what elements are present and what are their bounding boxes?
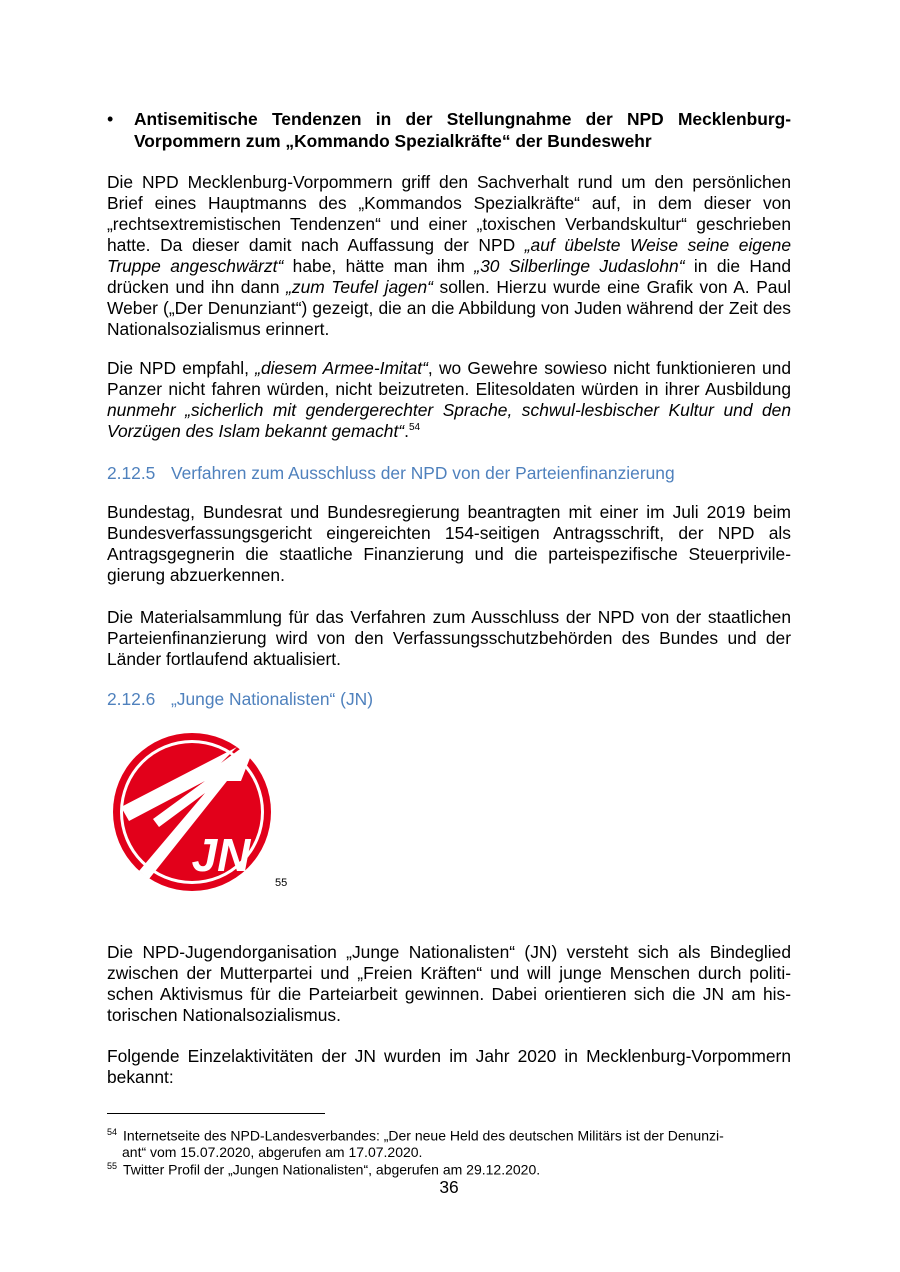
heading-2-12-6: 2.12.6 „Junge Nationalisten“ (JN)	[107, 689, 374, 709]
paragraph-3: Bundestag, Bundesrat und Bundesregierung beantragten mit einer im Juli 2019 beim Bundesverfassungsgericht eingereichten 154-seitigen Antragsschrift, der NPD als Antragsgegnerin die staatliche Finanzierung und die parteispezifische Steuerprivilegierung abzuerkennen.	[107, 502, 791, 585]
section-bullet-heading	[107, 108, 791, 152]
footnote-ref-54: 54	[408, 422, 421, 434]
page-number: 36	[439, 1177, 459, 1197]
footnote-ref-55: 55	[275, 877, 288, 889]
bullet-heading-text: Antisemitische Tendenzen in der Stellungnahme der NPD Mecklenburg-Vorpommern zum „Kommando Spezialkräfte“ der Bundeswehr	[134, 109, 791, 151]
jn-logo-graphic	[109, 729, 275, 895]
footnote-55: $^{55}$ Twitter Profil der „Jungen Nationalisten“, abgerufen am 29.12.2020.	[107, 1161, 541, 1178]
paragraph-1: Die NPD Mecklenburg-Vorpommern griff den Sachverhalt rund um den persönlichen Brief eines Hauptmanns des „Kommandos Spezialkräfte“ auf, in dem dieser von „rechtsextremistischen Tendenzen“ und einer „toxischen Verbandskultur“ geschrieben hatte. Da dieser damit nach Auffassung der NPD „auf übelste Weise seine eigene Truppe angeschwärzt“ habe, hätte man ihm „30 Silberlinge Judaslohn“ in die Hand drücken und ihn dann „zum Teufel jagen“ sollen. Hierzu wurde eine Grafik von A. Paul Weber („Der Denunziant“) gezeigt, die an die Abbildung von Juden während der Zeit des Nationalsozialismus erinnert.	[107, 172, 792, 339]
paragraph-6: Folgende Einzelaktivitäten der JN wurden im Jahr 2020 in Mecklenburg-Vorpommern bekannt:	[107, 1046, 791, 1087]
heading-2-12-5: 2.12.5 Verfahren zum Ausschluss der NPD von der Parteienfinanzierung	[107, 463, 675, 483]
bullet-dot: •	[107, 109, 114, 129]
footnote-54: $^{54}$ Internetseite des NPD-Landesverbandes: „Der neue Held des deutschen Militärs ist der Denunzi- ant“ vom 15.07.2020, abgerufen am 17.07.2020.	[107, 1127, 724, 1160]
footnote-separator	[107, 1113, 325, 1114]
jn-logo	[109, 729, 275, 895]
paragraph-4: Die Materialsammlung für das Verfahren zum Ausschluss der NPD von der staatlichen Parteienfinanzierung wird von den Verfassungsschutzbehörden des Bundes und der Länder fortlaufend aktualisiert.	[107, 607, 791, 669]
paragraph-2: Die NPD empfahl, „diesem Armee-Imitat“, wo Gewehre sowieso nicht funktionieren und Panzer nicht fahren würden, nicht beizutreten. Elitesoldaten würden in ihrer Ausbildung nunmehr „sicherlich mit gendergerechter Sprache, schwul-lesbischer Kultur und den Vorzügen des Islam bekannt gemacht“.$^{54}$	[107, 358, 792, 441]
jn-logo-text: JN	[191, 829, 251, 881]
paragraph-5: Die NPD-Jugendorganisation „Junge Nationalisten“ (JN) versteht sich als Bindeglied zwischen der Mutterpartei und „Freien Kräften“ und will junge Menschen durch politischen Aktivismus für die Parteiarbeit gewinnen. Dabei orientieren sich die JN am historischen Nationalsozialismus.	[107, 942, 791, 1025]
